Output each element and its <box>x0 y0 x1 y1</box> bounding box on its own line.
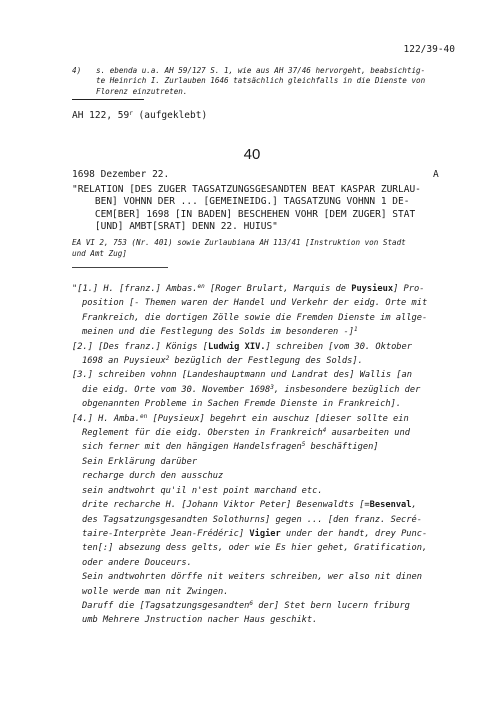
body-line: [4.] H. Amba.$^{en}$ [Puysieux] begehrt ein auschuz [dieser sollte ein <box>72 412 409 424</box>
body-line: umb Mehrere Jnstruction nacher Haus geschikt. <box>82 615 318 626</box>
footnote-line: s. ebenda u.a. AH 59/127 S. 1, wie aus AH 37/46 hervorgeht, beabsichtig- <box>96 66 426 75</box>
body-line: sein andtwohrt qu'il n'est point marchand etc. <box>82 485 323 496</box>
source-reference <box>72 238 457 259</box>
body-line: taire-Interprète Jean-Frédéric] Vigier under der handt, drey Punc- <box>82 528 428 539</box>
body-line: wolle werde man nit Zwingen. <box>82 586 229 597</box>
body-line: "[1.] H. [franz.] Ambas.$^{en}$ [Roger Brulart, Marquis de Puysieux] Pro- <box>72 283 425 294</box>
body-line: drite recharche H. [Johann Viktor Peter] Besenwaldts [=Besenval, <box>82 500 417 511</box>
body-line: recharge durch den ausschuz <box>82 471 224 482</box>
person-name: Ludwig XIV. <box>208 341 266 352</box>
title-line: BEN] VOHNN DER ... [GEMEINEIDG.] TAGSATZUNG VOHNN 1 DE- <box>72 196 410 208</box>
attachment-sup: r <box>129 110 133 117</box>
document-body <box>72 282 467 628</box>
title-line: CEM[BER] 1698 [IN BADEN] BESCHEHEN VOHR [DEM ZUGER] STAT <box>72 208 416 220</box>
attachment-suffix: (aufgeklebt) <box>132 110 208 121</box>
footnote-number: 4) <box>72 66 82 75</box>
section-divider <box>72 267 168 268</box>
body-line: [3.] schreiben vohnn [Landeshauptmann und Landrat des] Wallis [an <box>72 370 412 381</box>
source-line: und Amt Zug] <box>72 248 127 258</box>
footnote-divider <box>72 99 144 100</box>
body-line: Sein Erklärung darüber <box>82 456 198 467</box>
body-line: Reglement für die eidg. Obersten in Frankreich$^4$ ausarbeiten und <box>82 427 410 439</box>
footnote-line: te Heinrich I. Zurlauben 1646 tatsächlich gleichfalls in die Dienste von <box>96 76 426 86</box>
body-line: Sein andtwohrten dörffe nit weiters schreiben, wer also nit dinen <box>82 572 422 583</box>
body-line: obgenannten Probleme in Sachen Fremde Dienste in Frankreich]. <box>82 399 402 410</box>
person-name: Vigier <box>249 528 281 539</box>
document-label: A <box>433 169 439 180</box>
body-line: ten[:] absezung dess gelts, oder wie Es hier gehet, Gratification, <box>82 543 428 554</box>
body-line: sich ferner mit den hängigen Handelsfragen$^5$ beschäftigen] <box>82 441 379 453</box>
body-line: Frankreich, die dortigen Zölle sowie die Fremden Dienste im allge- <box>82 312 428 323</box>
body-line: des Tagsatzungsgesandten Solothurns] gegen ... [den franz. Secré- <box>82 514 422 525</box>
document-title <box>72 184 452 234</box>
attachment-note <box>72 110 207 121</box>
footnote-line: Florenz einzutreten. <box>96 86 188 96</box>
body-line: die eidg. Orte vom 30. November 1698$^3$, insbesondere bezüglich der <box>82 383 421 395</box>
body-line: [2.] [Des franz.] Königs [Ludwig XIV.] schreiben [vom 30. Oktober <box>72 341 412 352</box>
body-line: meinen und die Festlegung des Solds im besonderen -]$^1$ <box>82 326 358 338</box>
attachment-ref: AH 122, 59 <box>72 110 130 121</box>
page-number: 122/39-40 <box>403 44 455 55</box>
document-date: 1698 Dezember 22. <box>72 169 170 180</box>
source-line: EA VI 2, 753 (Nr. 401) sowie Zurlaubiana AH 113/41 [Instruktion von Stadt <box>72 238 406 247</box>
person-name: Puysieux <box>351 284 394 294</box>
document-number: 40 <box>243 146 261 163</box>
person-name: Besenval <box>369 500 412 511</box>
body-line: 1698 an Puysieux$^2$ bezüglich der Festlegung des Solds]. <box>82 355 363 367</box>
body-line: position [- Themen waren der Handel und Verkehr der eidg. Orte mit <box>82 298 428 309</box>
body-line: oder andere Douceurs. <box>82 557 192 568</box>
title-line: [UND] AMBT[SRAT] DENN 22. HUIUS" <box>72 221 278 233</box>
title-line: "RELATION [DES ZUGER TAGSATZUNGSGESANDTEN BEAT KASPAR ZURLAU- <box>72 184 421 195</box>
footnote <box>72 66 460 97</box>
body-line: Daruff die [Tagsatzungsgesandten$^6$ der] Stet bern lucern friburg <box>82 599 410 611</box>
